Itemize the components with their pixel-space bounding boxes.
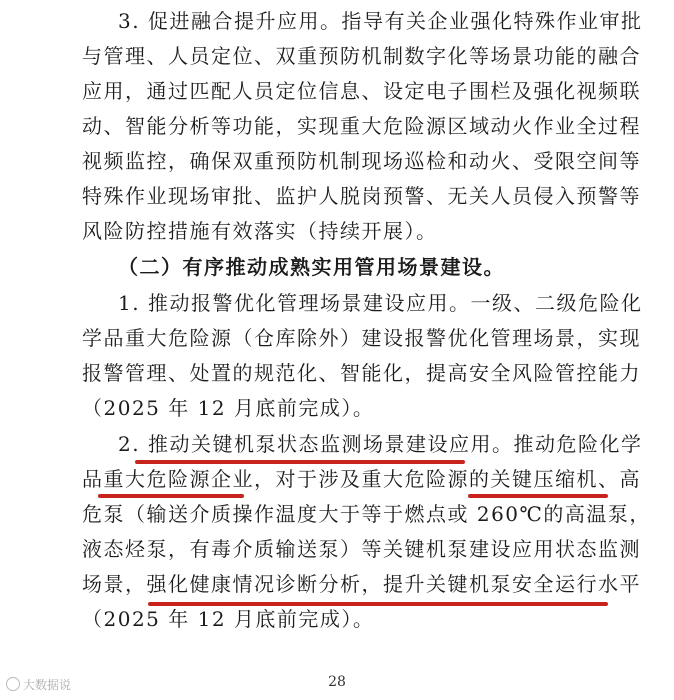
text-line: 危泵（输送介质操作温度大于等于燃点或 260℃的高温泵， — [82, 502, 651, 526]
page-number: 28 — [328, 674, 346, 690]
text-line: 1. 推动报警优化管理场景建设应用。一级、二级危险化 — [118, 291, 643, 315]
text-line: 学品重大危险源（仓库除外）建设报警优化管理场景，实现 — [82, 326, 641, 350]
highlight-underline — [468, 494, 608, 498]
text-line: 2. 推动关键机泵状态监测场景建设应用。推动危险化学 — [118, 432, 643, 456]
text-line: 场景，强化健康情况诊断分析，提升关键机泵安全运行水平 — [82, 572, 641, 596]
text-line: 动、智能分析等功能，实现重大危险源区域动火作业全过程 — [82, 114, 641, 138]
watermark-text: 大数据说 — [23, 678, 72, 692]
highlight-underline — [148, 602, 608, 606]
text-line: 应用，通过匹配人员定位信息、设定电子围栏及强化视频联 — [82, 79, 641, 103]
text-line: 品重大危险源企业，对于涉及重大危险源的关键压缩机、高 — [82, 467, 641, 491]
text-line: 风险防控措施有效落实（持续开展）。 — [82, 219, 438, 243]
text-line: 与管理、人员定位、双重预防机制数字化等场景功能的融合 — [82, 44, 641, 68]
text-line: （2025 年 12 月底前完成）。 — [82, 396, 375, 420]
text-line: 报警管理、处置的规范化、智能化，提高安全风险管控能力 — [82, 361, 641, 385]
highlight-underline — [98, 494, 244, 498]
text-line: （2025 年 12 月底前完成）。 — [82, 607, 375, 631]
watermark — [6, 676, 71, 693]
section-heading: （二）有序推动成熟实用管用场景建设。 — [118, 255, 505, 279]
highlight-underline — [135, 460, 465, 464]
text-line: 特殊作业现场审批、监护人脱岗预警、无关人员侵入预警等 — [82, 184, 641, 208]
watermark-icon — [6, 677, 20, 691]
text-line: 3. 促进融合提升应用。指导有关企业强化特殊作业审批 — [118, 9, 643, 33]
text-line: 视频监控，确保双重预防机制现场巡检和动火、受限空间等 — [82, 149, 641, 173]
text-line: 液态烃泵，有毒介质输送泵）等关键机泵建设应用状态监测 — [82, 537, 641, 561]
